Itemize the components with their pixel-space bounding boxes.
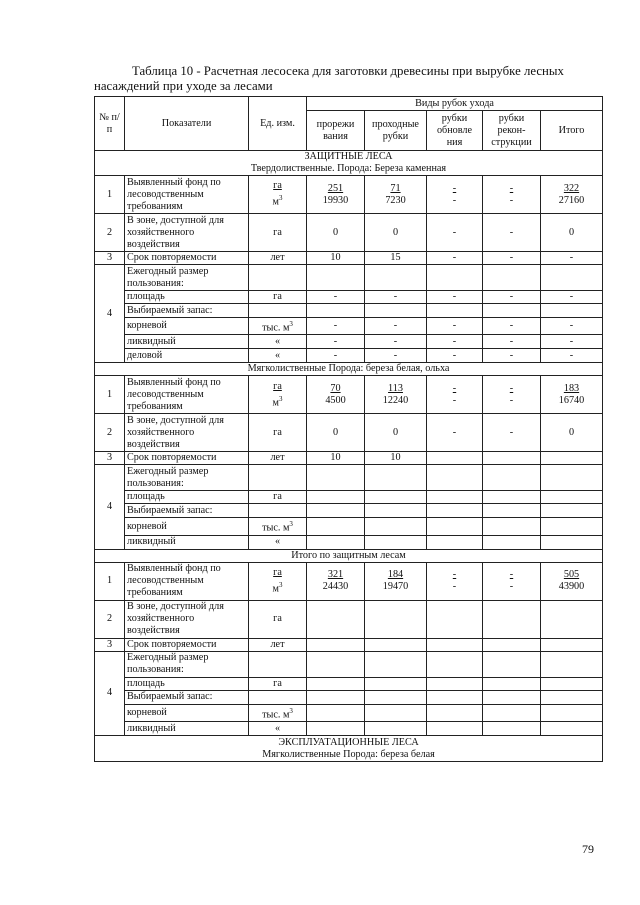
table-row <box>95 252 603 265</box>
row-label: Срок повторяемости <box>125 452 249 465</box>
row-unit: тыс. $м^3$ <box>249 318 307 335</box>
table-row <box>95 638 603 651</box>
row-unit: га <box>249 214 307 252</box>
table-row <box>95 535 603 549</box>
cell: - <box>365 349 427 363</box>
cell: - <box>307 335 365 349</box>
table-row <box>95 504 603 518</box>
cell: - <box>541 252 603 265</box>
header-col-thinning: прорежи вания <box>307 111 365 151</box>
cell: 15 <box>365 252 427 265</box>
table-row <box>95 465 603 491</box>
section-protective-total: Итого по защитным лесам <box>95 549 603 562</box>
section-subtitle: Твердолиственные. Порода: Береза каменная <box>250 163 447 174</box>
cell: - <box>427 318 483 335</box>
cell: 0 <box>365 414 427 452</box>
cell: - <box>427 214 483 252</box>
header-num: № п/п <box>95 97 125 151</box>
section-softwood: Мягколиственные Порода: береза белая, ольха <box>95 363 603 376</box>
row-label: Ежегодный размер пользования: <box>125 465 249 491</box>
row-label: ликвидный <box>125 335 249 349</box>
header-unit: Ед. изм. <box>249 97 307 151</box>
cell: - <box>483 349 541 363</box>
row-label: Срок повторяемости <box>125 638 249 651</box>
section-exploitation <box>95 736 603 762</box>
table-row <box>95 600 603 638</box>
cell: - <box>365 291 427 304</box>
header-types: Виды рубок ухода <box>307 97 603 111</box>
cell: - <box>483 318 541 335</box>
row-label: В зоне, доступной для хозяйственного воздействия <box>125 214 249 252</box>
cell: - <box>483 335 541 349</box>
table-row <box>95 414 603 452</box>
cell: - <box>541 318 603 335</box>
cell: 71 7230 <box>365 176 427 214</box>
cell: - <box>541 349 603 363</box>
row-num: 2 <box>95 600 125 638</box>
row-num: 3 <box>95 252 125 265</box>
cell: 184 19470 <box>365 562 427 600</box>
cell: 251 19930 <box>307 176 365 214</box>
table-row <box>95 291 603 304</box>
cell: 322 27160 <box>541 176 603 214</box>
cell: - <box>541 335 603 349</box>
table-row <box>95 304 603 318</box>
row-unit: га <box>249 414 307 452</box>
cell: 183 16740 <box>541 376 603 414</box>
row-unit: га <box>249 491 307 504</box>
table-row <box>95 491 603 504</box>
table-row <box>95 518 603 535</box>
cell: 0 <box>307 214 365 252</box>
row-num: 2 <box>95 414 125 452</box>
row-label: В зоне, доступной для хозяйственного воздействия <box>125 414 249 452</box>
cell: - <box>365 335 427 349</box>
table-row <box>95 265 603 291</box>
row-num: 3 <box>95 638 125 651</box>
cell: - - <box>427 562 483 600</box>
cell: - <box>427 414 483 452</box>
cell: - <box>483 414 541 452</box>
row-num: 2 <box>95 214 125 252</box>
row-unit: га $м^3$ <box>249 562 307 600</box>
cell: 0 <box>307 414 365 452</box>
cell: 0 <box>541 414 603 452</box>
row-label: площадь <box>125 491 249 504</box>
page-number: 79 <box>582 842 594 856</box>
row-unit: лет <box>249 252 307 265</box>
table-row <box>95 651 603 677</box>
row-unit: « <box>249 335 307 349</box>
row-num: 1 <box>95 376 125 414</box>
section-title: ЭКСПЛУАТАЦИОННЫЕ ЛЕСА <box>278 736 419 748</box>
table-row <box>95 722 603 736</box>
table-title-line-1: Таблица 10 - Расчетная лесосека для заготовки древесины при вырубке лесных <box>132 64 564 78</box>
cell: 10 <box>365 452 427 465</box>
row-unit: га $м^3$ <box>249 376 307 414</box>
header-col-passage: проходные рубки <box>365 111 427 151</box>
row-num: 1 <box>95 562 125 600</box>
row-unit: тыс. $м^3$ <box>249 704 307 721</box>
row-num: 4 <box>95 465 125 549</box>
row-num: 4 <box>95 651 125 735</box>
cell: - - <box>427 376 483 414</box>
cell: - <box>365 318 427 335</box>
cell: - <box>541 291 603 304</box>
row-unit: га <box>249 291 307 304</box>
row-num: 3 <box>95 452 125 465</box>
cell: - <box>483 291 541 304</box>
section-subtitle: Мягколиственные Порода: береза белая <box>262 748 435 760</box>
row-unit: га $м^3$ <box>249 176 307 214</box>
row-unit: « <box>249 722 307 736</box>
row-label: Выявленный фонд по лесоводственным требованиям <box>125 176 249 214</box>
row-label: корневой <box>125 518 249 535</box>
cell: - - <box>427 176 483 214</box>
row-label: Выбираемый запас: <box>125 504 249 518</box>
table-title <box>94 64 602 94</box>
table-row <box>95 349 603 363</box>
cell: - <box>427 252 483 265</box>
row-label: Срок повторяемости <box>125 252 249 265</box>
table-row <box>95 452 603 465</box>
table-row <box>95 562 603 600</box>
row-num: 1 <box>95 176 125 214</box>
cell: 321 24430 <box>307 562 365 600</box>
cell: 0 <box>541 214 603 252</box>
row-unit: лет <box>249 638 307 651</box>
cell: 0 <box>365 214 427 252</box>
table-row <box>95 376 603 414</box>
table-row <box>95 318 603 335</box>
table-row <box>95 335 603 349</box>
row-unit: тыс. $м^3$ <box>249 518 307 535</box>
row-label: деловой <box>125 349 249 363</box>
row-label: ликвидный <box>125 722 249 736</box>
row-label: Ежегодный размер пользования: <box>125 265 249 291</box>
cell: 505 43900 <box>541 562 603 600</box>
cell: 70 4500 <box>307 376 365 414</box>
cell: - <box>427 291 483 304</box>
cell: - - <box>483 562 541 600</box>
cell: - - <box>483 376 541 414</box>
header-col-total: Итого <box>541 111 603 151</box>
row-unit: « <box>249 349 307 363</box>
row-label: Выявленный фонд по лесоводственным требованиям <box>125 562 249 600</box>
header-indicator: Показатели <box>125 97 249 151</box>
cell: - <box>307 349 365 363</box>
cell: - <box>427 349 483 363</box>
cell: - <box>427 335 483 349</box>
row-unit: « <box>249 535 307 549</box>
row-label: Выявленный фонд по лесоводственным требованиям <box>125 376 249 414</box>
cell: - <box>307 291 365 304</box>
row-num: 4 <box>95 265 125 363</box>
table-row <box>95 214 603 252</box>
section-protective <box>95 151 603 176</box>
row-unit: га <box>249 600 307 638</box>
row-label: Выбираемый запас: <box>125 690 249 704</box>
row-label: площадь <box>125 291 249 304</box>
row-label: корневой <box>125 318 249 335</box>
cell: - <box>483 214 541 252</box>
row-label: площадь <box>125 677 249 690</box>
cell: 113 12240 <box>365 376 427 414</box>
table-row <box>95 690 603 704</box>
table-row <box>95 677 603 690</box>
row-label: корневой <box>125 704 249 721</box>
table-row <box>95 176 603 214</box>
cell: - <box>483 252 541 265</box>
header-col-reconstruction: рубки рекон- струкции <box>483 111 541 151</box>
row-label: Выбираемый запас: <box>125 304 249 318</box>
row-unit: лет <box>249 452 307 465</box>
table-row <box>95 704 603 721</box>
forest-harvest-table <box>94 96 603 762</box>
row-unit: га <box>249 677 307 690</box>
cell: 10 <box>307 452 365 465</box>
row-label: Ежегодный размер пользования: <box>125 651 249 677</box>
header-col-renewal: рубки обновле ния <box>427 111 483 151</box>
cell: - <box>307 318 365 335</box>
table-title-line-2: насаждений при уходе за лесами <box>94 79 273 93</box>
section-title: ЗАЩИТНЫЕ ЛЕСА <box>304 151 393 162</box>
row-label: В зоне, доступной для хозяйственного воздействия <box>125 600 249 638</box>
cell: - - <box>483 176 541 214</box>
row-label: ликвидный <box>125 535 249 549</box>
cell: 10 <box>307 252 365 265</box>
